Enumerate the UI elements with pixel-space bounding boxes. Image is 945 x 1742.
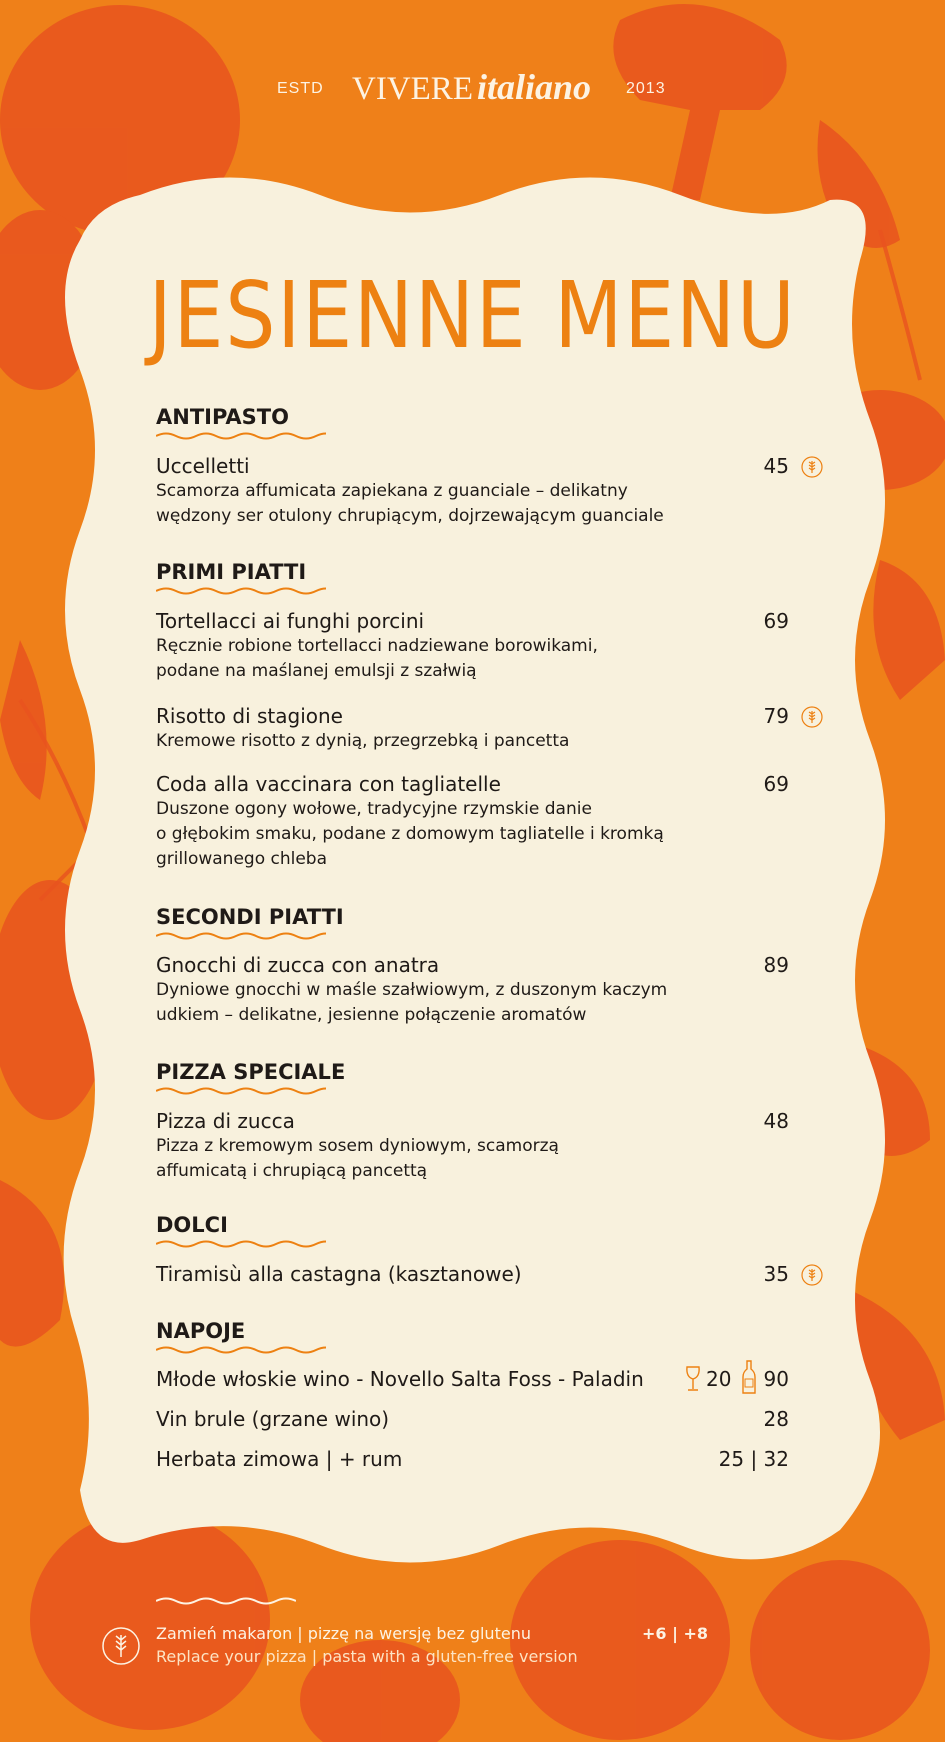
wave-divider — [156, 1239, 326, 1249]
brand-logo — [352, 66, 591, 108]
wheat-icon — [101, 1626, 141, 1666]
section-title: SECONDI PIATTI — [156, 905, 344, 929]
brand-script: italiano — [476, 67, 592, 107]
item-desc: Pizza z kremowym sosem dyniowym, scamorzą — [156, 1136, 559, 1156]
item-price: 25 | 32 — [718, 1447, 789, 1471]
section-title: PIZZA SPECIALE — [156, 1060, 346, 1084]
item-price: 79 — [763, 704, 789, 728]
menu-item-risotto — [156, 704, 790, 754]
item-desc: affumicatą i chrupiącą pancettą — [156, 1161, 428, 1181]
header — [0, 60, 945, 120]
item-name: Gnocchi di zucca con anatra — [156, 953, 440, 977]
menu-item-tortellacci — [156, 609, 790, 684]
gluten-free-note-en: Replace your pizza | pasta with a gluten-free version — [156, 1647, 578, 1666]
footer-wave-divider — [156, 1596, 296, 1606]
item-name: Tiramisù alla castagna (kasztanowe) — [156, 1262, 522, 1286]
menu-item-herbata — [156, 1447, 790, 1472]
item-price: 35 — [763, 1262, 789, 1286]
gluten-free-surcharge: +6 | +8 — [642, 1624, 709, 1643]
item-desc: Duszone ogony wołowe, tradycyjne rzymskie danie — [156, 799, 592, 819]
item-price: 45 — [763, 454, 789, 478]
item-desc: udkiem – delikatne, jesienne połączenie aromatów — [156, 1005, 587, 1025]
menu-item-pizza-zucca — [156, 1109, 790, 1184]
wine-bottle-price: 90 — [763, 1367, 789, 1391]
item-name: Coda alla vaccinara con tagliatelle — [156, 772, 501, 796]
section-title: NAPOJE — [156, 1319, 246, 1343]
estd-label: ESTD — [277, 80, 324, 97]
item-desc: Kremowe risotto z dynią, przegrzebką i pancetta — [156, 731, 570, 751]
wine-glass-icon — [684, 1365, 702, 1393]
menu-item-gnocchi — [156, 953, 790, 1028]
section-pizza — [156, 1060, 345, 1096]
wheat-icon — [801, 1264, 823, 1286]
item-desc: podane na maślanej emulsji z szałwią — [156, 661, 477, 681]
wave-divider — [156, 586, 326, 596]
menu-item-coda — [156, 772, 790, 872]
section-antipasto — [156, 405, 326, 441]
item-price: 69 — [763, 609, 789, 633]
menu-item-vin-brule — [156, 1407, 790, 1432]
wave-divider — [156, 931, 326, 941]
item-name: Herbata zimowa | + rum — [156, 1447, 403, 1471]
brand-main: VIVERE — [352, 71, 473, 107]
section-title: PRIMI PIATTI — [156, 560, 307, 584]
gluten-free-note-pl: Zamień makaron | pizzę na wersję bez glutenu — [156, 1624, 531, 1643]
item-price: 28 — [763, 1407, 789, 1431]
item-name: Tortellacci ai funghi porcini — [156, 609, 425, 633]
wave-divider — [156, 1345, 326, 1355]
item-desc: Scamorza affumicata zapiekana z guanciale – delikatny — [156, 481, 628, 501]
item-desc: grillowanego chleba — [156, 849, 328, 869]
menu-title: JESIENNE MENU — [148, 262, 797, 369]
item-desc: wędzony ser otulony chrupiącym, dojrzewającym guanciale — [156, 506, 664, 526]
item-name: Risotto di stagione — [156, 704, 343, 728]
item-name: Uccelletti — [156, 454, 250, 478]
section-napoje — [156, 1319, 326, 1355]
wheat-icon — [801, 706, 823, 728]
section-dolci — [156, 1213, 326, 1249]
item-desc: Dyniowe gnocchi w maśle szałwiowym, z duszonym kaczym — [156, 980, 668, 1000]
section-title: ANTIPASTO — [156, 405, 289, 429]
wave-divider — [156, 431, 326, 441]
section-title: DOLCI — [156, 1213, 228, 1237]
wine-glass-price: 20 — [706, 1367, 732, 1391]
section-primi — [156, 560, 326, 596]
item-price: 89 — [763, 953, 789, 977]
item-desc: Ręcznie robione tortellacci nadziewane borowikami, — [156, 636, 598, 656]
wave-divider — [156, 1086, 326, 1096]
item-price: 48 — [763, 1109, 789, 1133]
item-desc: o głębokim smaku, podane z domowym tagliatelle i kromką — [156, 824, 664, 844]
section-secondi — [156, 905, 344, 941]
item-name: Pizza di zucca — [156, 1109, 295, 1133]
wheat-icon — [801, 456, 823, 478]
item-name: Vin brule (grzane wino) — [156, 1407, 390, 1431]
menu-item-uccelletti — [156, 454, 790, 529]
item-name: Młode włoskie wino - Novello Salta Foss - Paladin — [156, 1367, 644, 1391]
item-price: 69 — [763, 772, 789, 796]
wine-bottle-icon — [741, 1359, 757, 1395]
year-label: 2013 — [626, 80, 666, 97]
menu-item-tiramisu — [156, 1262, 790, 1287]
